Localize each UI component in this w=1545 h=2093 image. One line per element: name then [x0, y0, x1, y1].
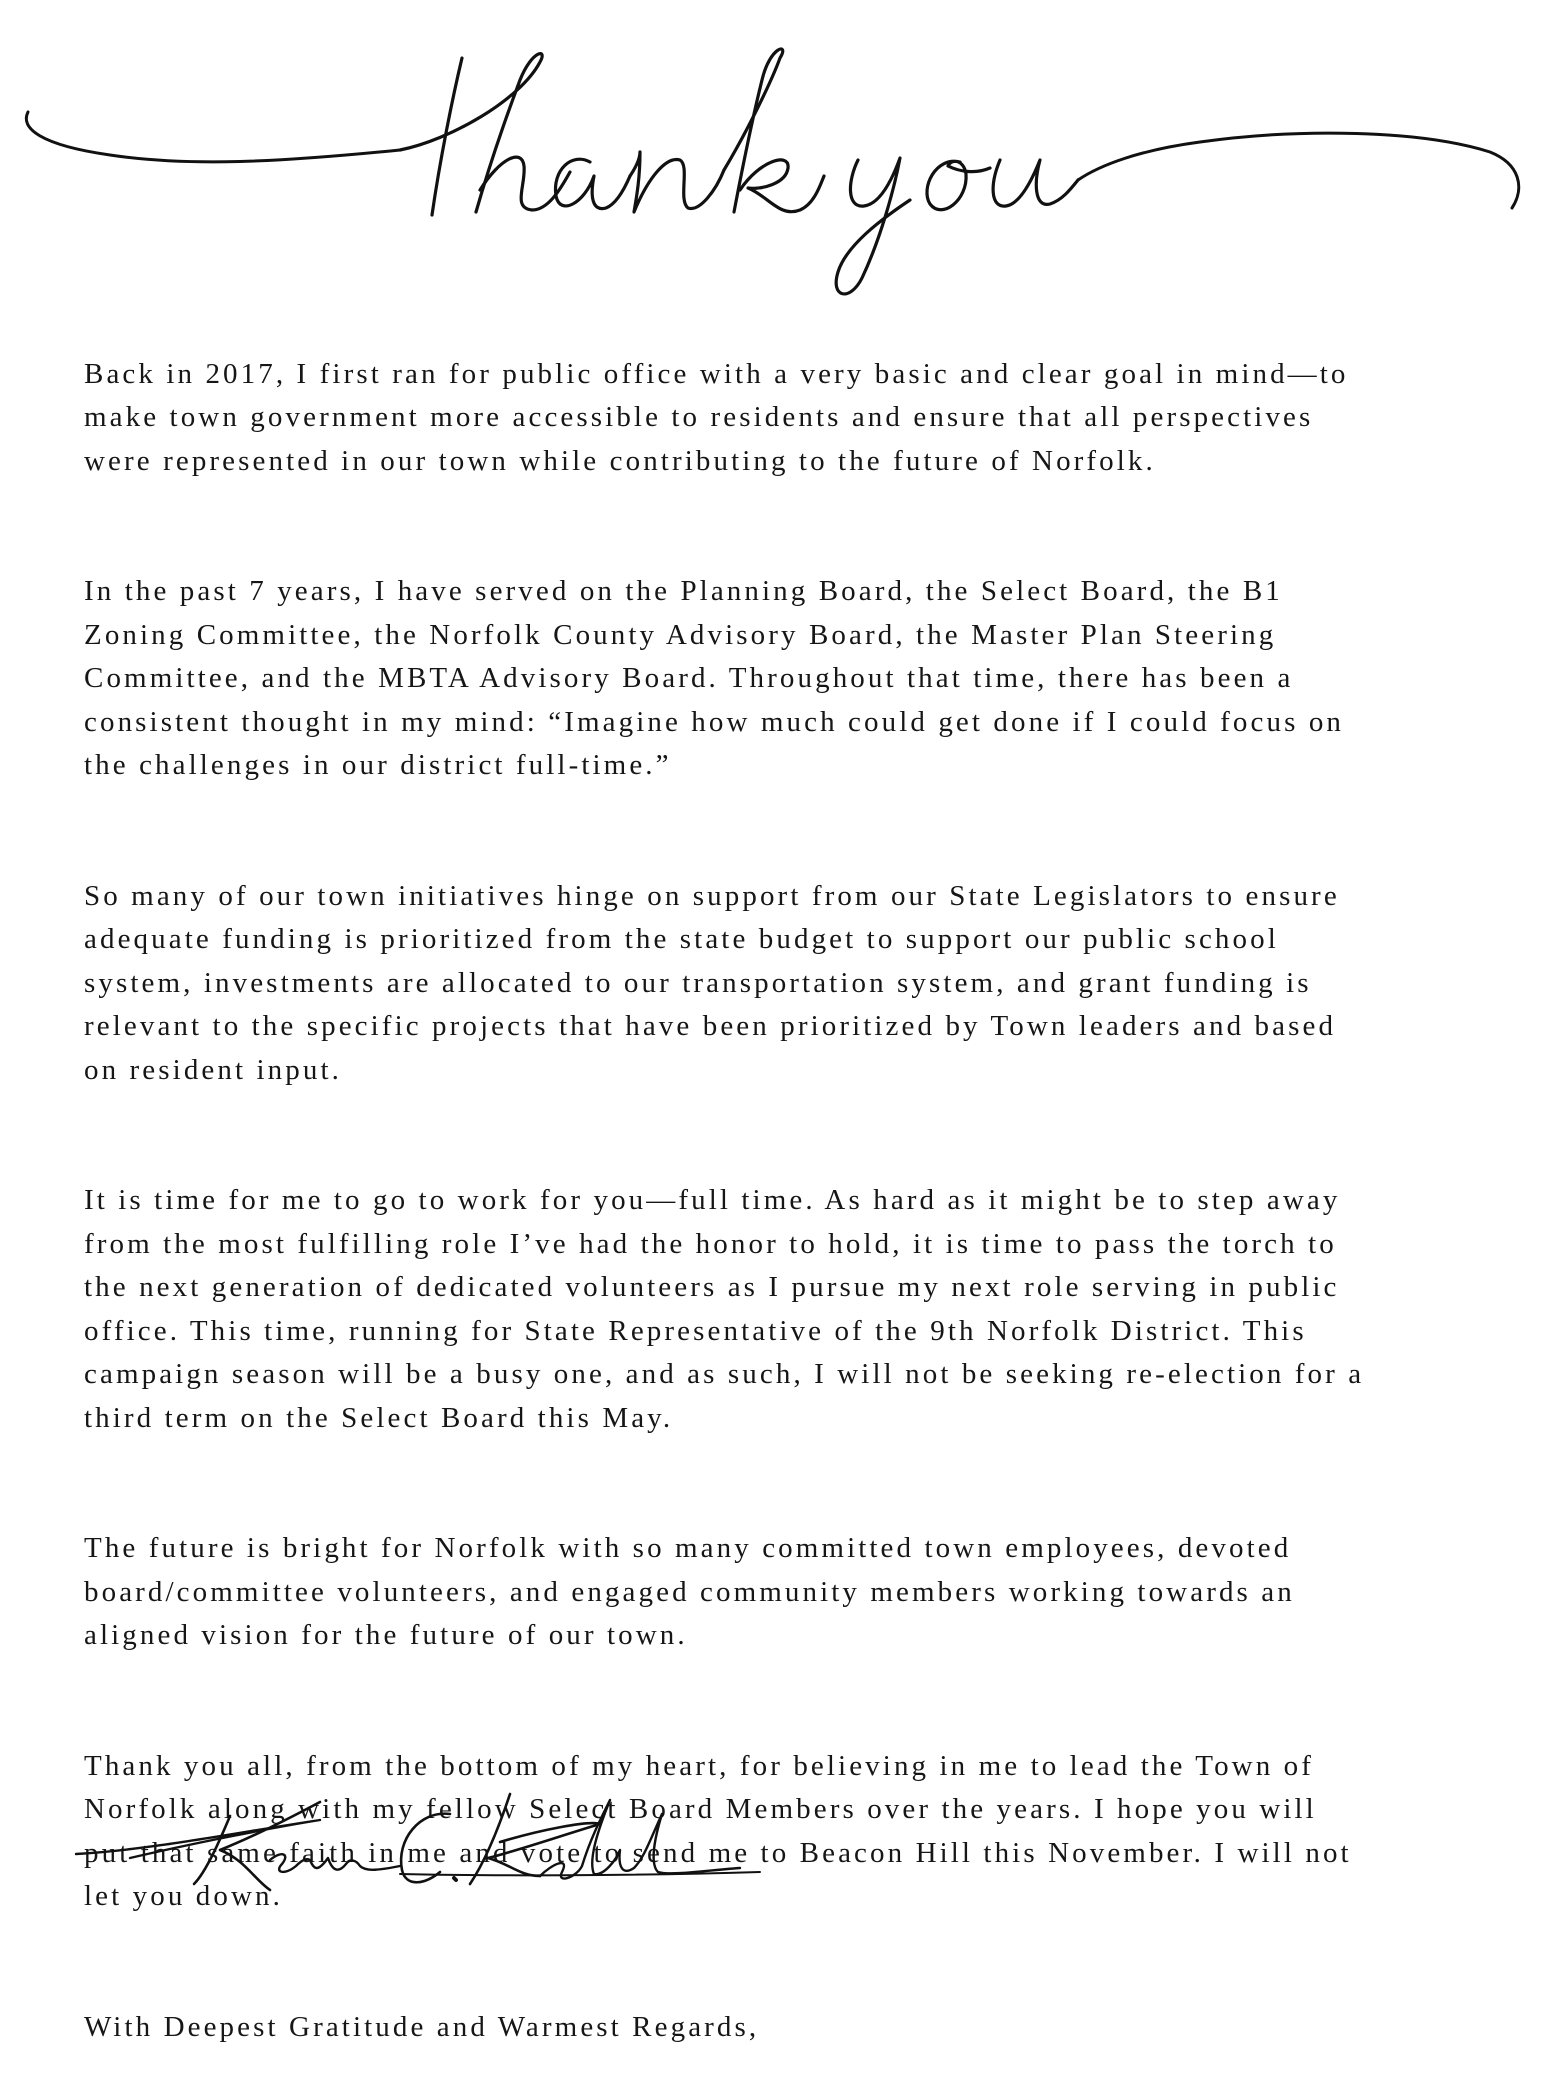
paragraph: Back in 2017, I first ran for public office with a very basic and clear goal in mind—to make town government more accessible to residents and ensure that all perspectives were represented in our town while contributing to the future of Norfolk.	[84, 357, 1349, 477]
thank-you-heading-art	[0, 40, 1545, 300]
paragraph: It is time for me to go to work for you—full time. As hard as it might be to step away from the most fulfilling role I’ve had the honor to hold, it is time to pass the torch to the next generation of dedicated volunteers as I pursue my next role serving in public office. This time, running for State Representative of the 9th Norfolk District. This campaign season will be a busy one, and as such, I will not be seeking re-election for a third term on the Select Board this May.	[84, 1184, 1365, 1434]
closing-line: With Deepest Gratitude and Warmest Regards,	[84, 2010, 760, 2043]
paragraph: Thank you all, from the bottom of my heart, for believing in me to lead the Town of Norfolk along with my fellow Select Board Members over the years. I hope you will put that same faith in me and vote to send me to Beacon Hill this November. I will not let you down.	[84, 1749, 1352, 1912]
paragraph: So many of our town initiatives hinge on support from our State Legislators to ensure adequate funding is prioritized from the state budget to support our public school system, investments are allocated to our transportation system, and grant funding is relevant to the specific projects that have been prioritized by Town leaders and based on resident input.	[84, 879, 1340, 1086]
paragraph: In the past 7 years, I have served on the Planning Board, the Select Board, the B1 Zoning Committee, the Norfolk County Advisory Board, the Master Plan Steering Committee, and the MBTA Advisory Board. Throughout that time, there has been a consistent thought in my mind: “Imagine how much could get done if I could focus on the challenges in our district full-time.”	[84, 575, 1345, 781]
signature	[70, 1780, 790, 1900]
paragraph: The future is bright for Norfolk with so many committed town employees, devoted board/committee volunteers, and engaged community members working towards an aligned vision for the future of our town.	[84, 1532, 1295, 1651]
